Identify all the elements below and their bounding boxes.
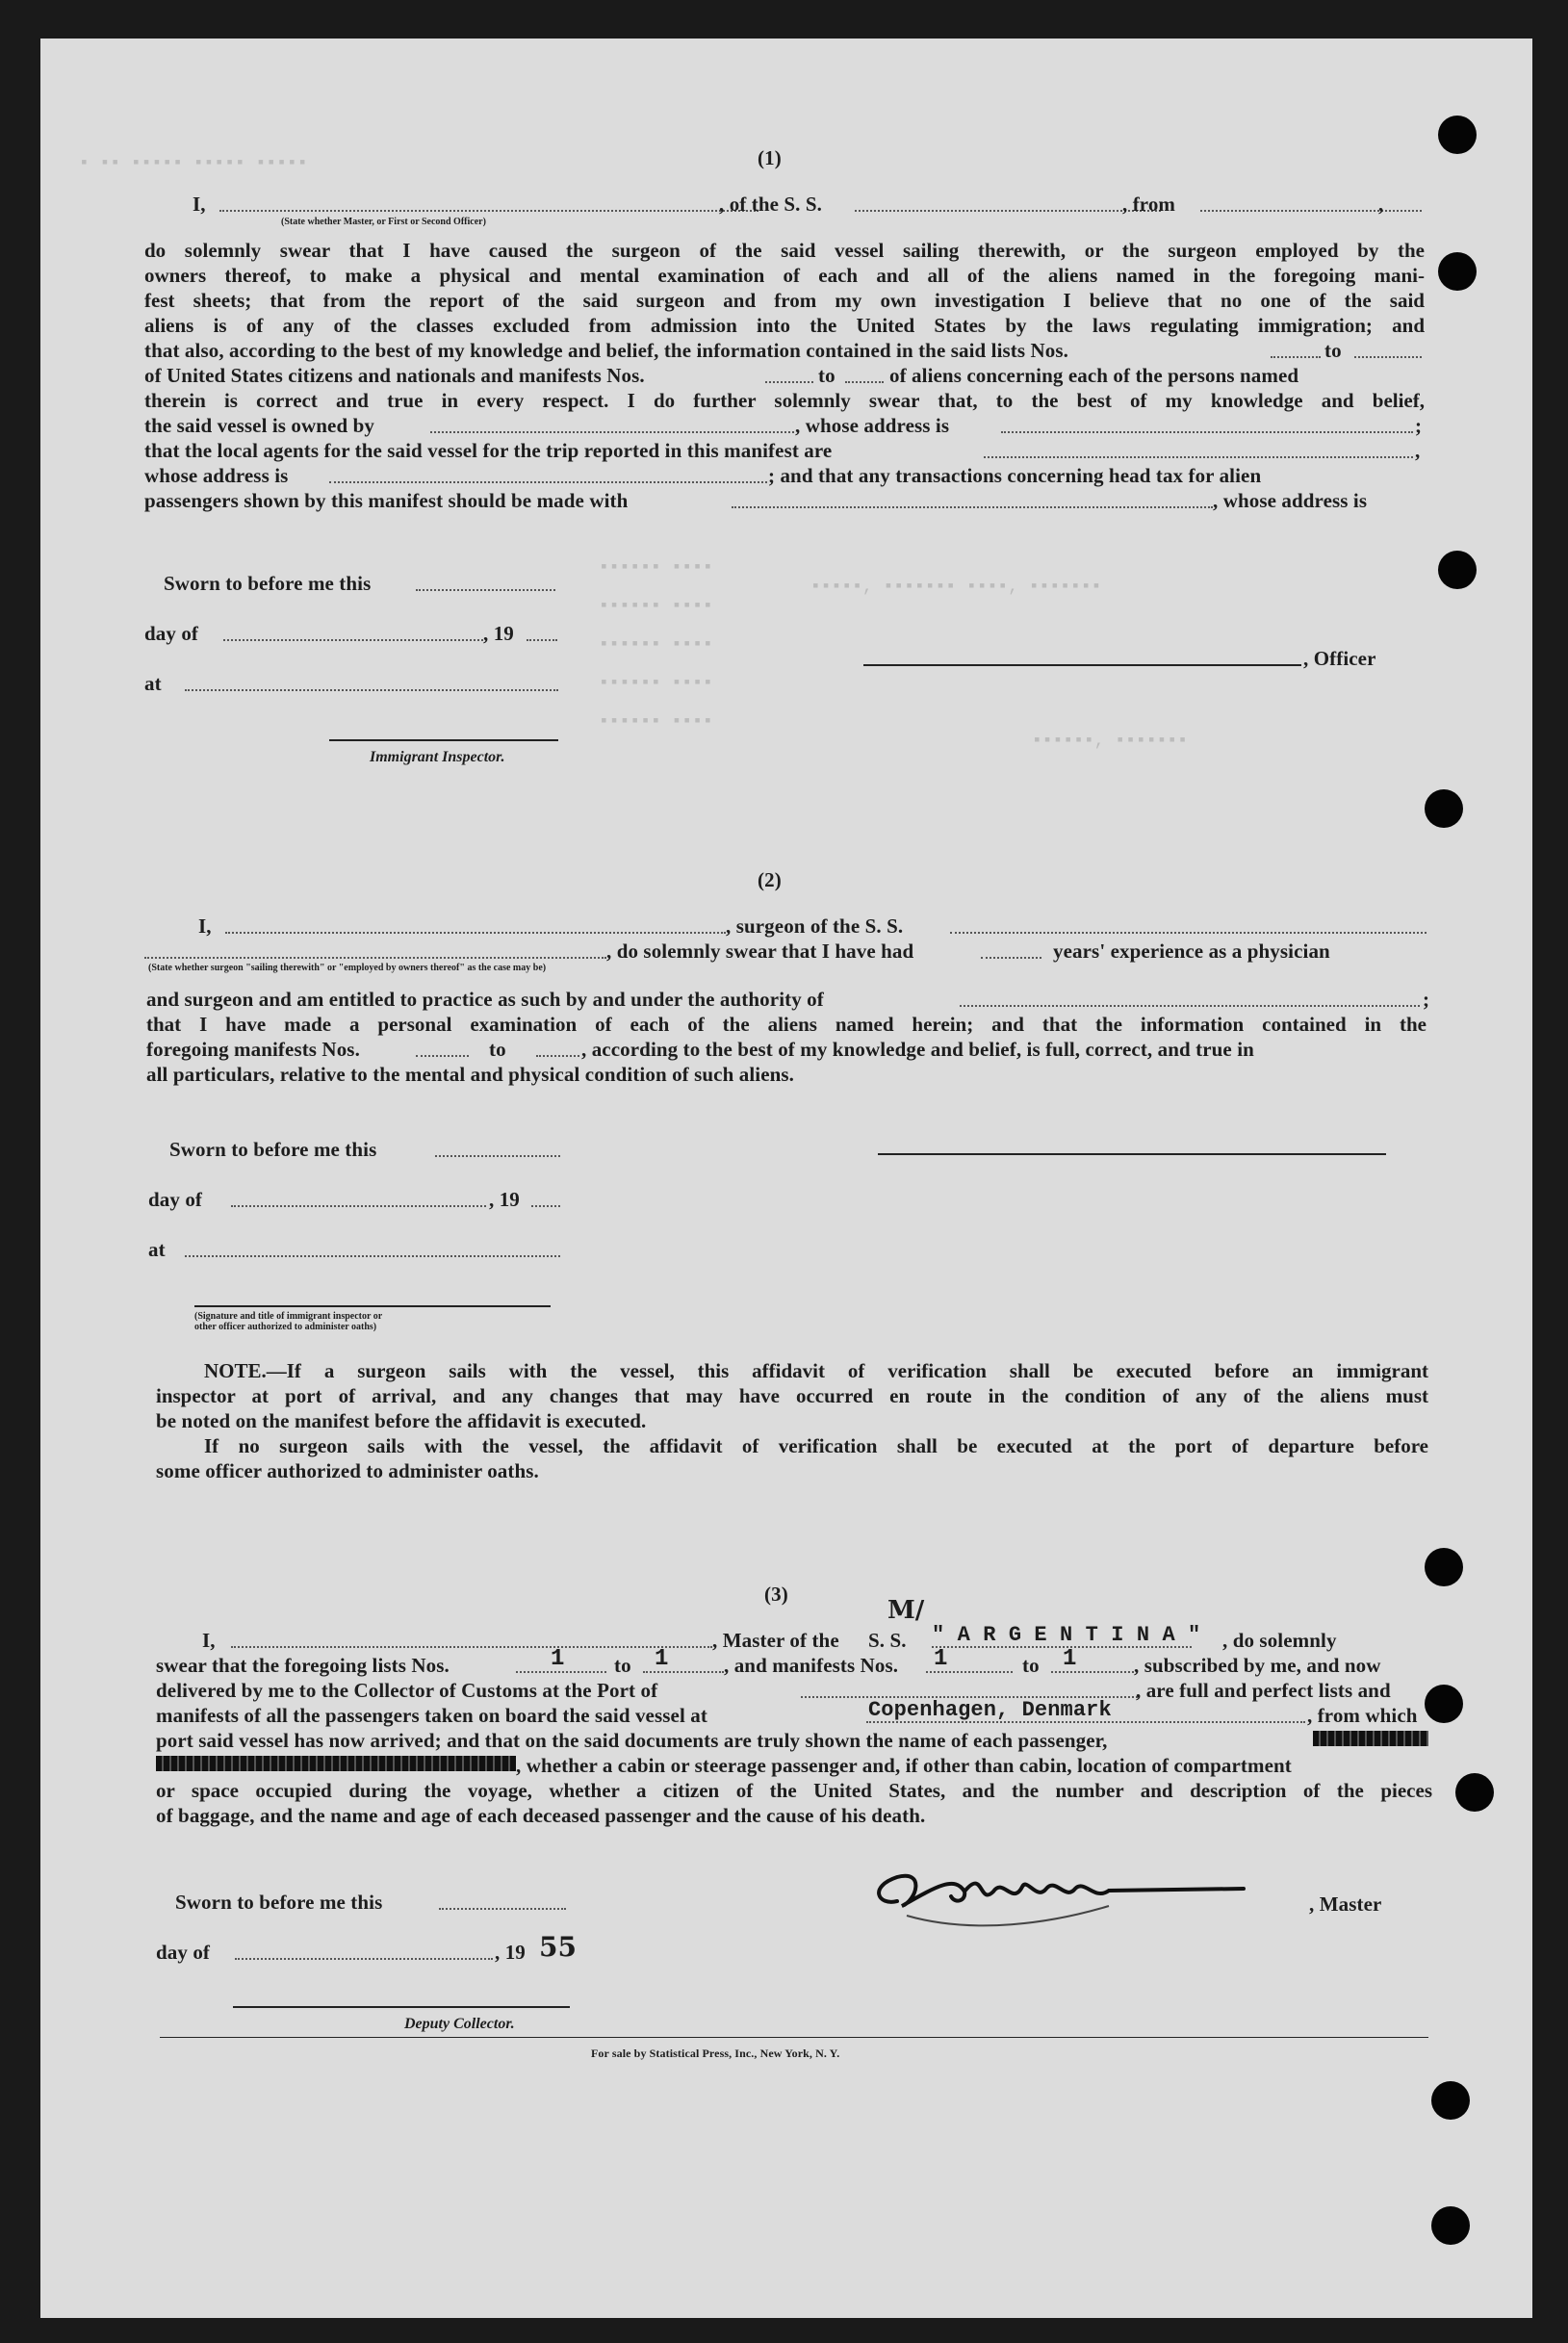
- s1-of-ss: , of the S. S.: [719, 193, 822, 216]
- s1-l8a: the said vessel is owned by: [144, 414, 374, 437]
- blank-field: [1271, 356, 1321, 358]
- man-from: 1: [934, 1646, 948, 1672]
- year-handwritten: 55: [539, 1931, 577, 1963]
- punch-hole: [1438, 116, 1477, 154]
- signature-line: [329, 739, 558, 741]
- blank-field: [231, 1205, 486, 1207]
- s3-l2a: swear that the foregoing lists Nos.: [156, 1654, 450, 1677]
- s1-l8c: ;: [1415, 414, 1423, 437]
- s1-l6c: of aliens concerning each of the persons named: [889, 364, 1299, 387]
- bleed-through-text: ▪▪▪▪▪▪ ▪▪▪▪: [599, 674, 713, 693]
- bleed-through-text: ▪ ▪▪ ▪▪▪▪▪ ▪▪▪▪▪ ▪▪▪▪▪: [79, 154, 308, 173]
- s3-sworn: Sworn to before me this: [175, 1891, 383, 1914]
- blank-field: [416, 1055, 469, 1057]
- manifest-affidavit-page: [40, 39, 1532, 2318]
- list-to: 1: [655, 1646, 669, 1672]
- ms-handwritten-mark: M/: [887, 1596, 925, 1625]
- blank-field: [235, 1958, 493, 1960]
- s3-l2b: to: [614, 1654, 631, 1677]
- s1-para-line: fest sheets; that from the report of the said surgeon and from my own investigation I believe that no one of the said: [144, 289, 1425, 312]
- blank-field: [231, 1646, 712, 1648]
- s3-l5a: port said vessel has now arrived; and that on the said documents are truly shown the name of each passenger,: [156, 1729, 1108, 1752]
- punch-hole: [1431, 2206, 1470, 2245]
- section-3-heading: (3): [764, 1583, 788, 1606]
- punch-hole: [1425, 1548, 1463, 1586]
- s1-l5a: that also, according to the best of my knowledge and belief, the information contained in the said lists Nos.: [144, 339, 1069, 362]
- blank-field: [416, 589, 555, 591]
- s2-l1b: , surgeon of the S. S.: [726, 914, 904, 938]
- s1-para-line: owners thereof, to make a physical and mental examination of each and all of the aliens named in the foregoing mani-: [144, 264, 1425, 287]
- s2-l4: that I have made a personal examination of each of the aliens named herein; and that the information contained in the: [146, 1013, 1427, 1036]
- departure-port: Copenhagen, Denmark: [868, 1698, 1112, 1722]
- blank-field: [223, 639, 483, 641]
- s1-from: , from: [1122, 193, 1176, 216]
- blank-field: [981, 957, 1041, 959]
- bleed-through-text: ▪▪▪▪▪▪, ▪▪▪▪▪▪▪: [1032, 732, 1189, 751]
- ship-name: " A R G E N T I N A ": [932, 1623, 1201, 1647]
- s2-19: , 19: [489, 1188, 520, 1211]
- s3-l7: or space occupied during the voyage, whether a citizen of the United States, and the number and description of the pieces: [156, 1779, 1432, 1802]
- blank-field: [185, 1255, 560, 1257]
- struck-out-text: [156, 1756, 516, 1771]
- s1-i: I,: [193, 193, 206, 216]
- s3-deputy-label: Deputy Collector.: [404, 2016, 515, 2032]
- blank-field: [1354, 356, 1422, 358]
- note-p2-line: some officer authorized to administer oaths.: [156, 1459, 539, 1482]
- s1-sworn: Sworn to before me this: [164, 572, 372, 595]
- signature-line: [878, 1153, 1386, 1155]
- s3-19: , 19: [495, 1941, 526, 1964]
- s2-sworn: Sworn to before me this: [169, 1138, 377, 1161]
- s2-sub-note: (State whether surgeon "sailing therewith" or "employed by owners thereof" as the case may be): [148, 963, 547, 973]
- s3-l3b: , are full and perfect lists and: [1136, 1679, 1391, 1702]
- blank-field: [960, 1005, 1420, 1007]
- s1-para-line: aliens is of any of the classes excluded from admission into the United States by the laws regulating immigration; and: [144, 314, 1425, 337]
- s3-l6b: , whether a cabin or steerage passenger and, if other than cabin, location of compartment: [516, 1754, 1292, 1777]
- s2-l1a: I,: [198, 914, 212, 938]
- blank-field: [1001, 431, 1413, 433]
- bleed-through-text: ▪▪▪▪▪▪ ▪▪▪▪: [599, 712, 713, 732]
- s2-l5b: to: [489, 1038, 506, 1061]
- s1-sub-note: (State whether Master, or First or Second Officer): [281, 217, 486, 227]
- s1-l9a: that the local agents for the said vessel for the trip reported in this manifest are: [144, 439, 833, 462]
- s3-l2c: , and manifests Nos.: [724, 1654, 899, 1677]
- bleed-through-text: ▪▪▪▪▪▪ ▪▪▪▪: [599, 558, 713, 578]
- s2-l5c: , according to the best of my knowledge and belief, is full, correct, and true in: [581, 1038, 1254, 1061]
- list-from: 1: [551, 1646, 565, 1672]
- s3-l3a: delivered by me to the Collector of Customs at the Port of: [156, 1679, 658, 1702]
- s2-sig-note: (Signature and title of immigrant inspector or other officer authorized to administer oaths): [194, 1311, 382, 1332]
- blank-field: [435, 1155, 560, 1157]
- s2-dayof: day of: [148, 1188, 203, 1211]
- footer-rule: [160, 2037, 1428, 2038]
- punch-hole: [1425, 789, 1463, 828]
- bleed-through-text: ▪▪▪▪▪▪ ▪▪▪▪: [599, 597, 713, 616]
- s3-l4b: , from which: [1307, 1704, 1418, 1727]
- s2-l2a: , do solemnly swear that I have had: [606, 940, 914, 963]
- punch-hole: [1425, 1685, 1463, 1723]
- blank-field: [531, 1205, 560, 1207]
- section-1-heading: (1): [758, 146, 782, 169]
- s3-l4a: manifests of all the passengers taken on board the said vessel at: [156, 1704, 707, 1727]
- s3-dayof: day of: [156, 1941, 211, 1964]
- blank-field: [950, 932, 1427, 934]
- s2-l2b: years' experience as a physician: [1053, 940, 1330, 963]
- blank-field: [439, 1908, 566, 1910]
- blank-field: [845, 381, 884, 383]
- blank-field: [536, 1055, 579, 1057]
- s1-l9b: ,: [1415, 439, 1421, 462]
- blank-field: [855, 210, 1161, 212]
- s3-l8: of baggage, and the name and age of each deceased passenger and the cause of his death.: [156, 1804, 926, 1827]
- bleed-through-text: ▪▪▪▪▪▪ ▪▪▪▪: [599, 635, 713, 655]
- blank-field: [527, 639, 557, 641]
- s1-l6b: to: [818, 364, 835, 387]
- note-p1-line: be noted on the manifest before the affidavit is executed.: [156, 1409, 647, 1432]
- s1-l10b: ; and that any transactions concerning head tax for alien: [768, 464, 1262, 487]
- blank-field: [144, 957, 606, 959]
- s3-l2d: to: [1022, 1654, 1040, 1677]
- blank-field: [225, 932, 726, 934]
- s3-l1a: I,: [202, 1629, 216, 1652]
- signature-line: [194, 1305, 551, 1307]
- blank-field: [932, 1646, 1192, 1648]
- s1-inspector-label: Immigrant Inspector.: [370, 749, 505, 765]
- footer-imprint: For sale by Statistical Press, Inc., New York, N. Y.: [591, 2047, 840, 2060]
- bleed-through-text: ▪▪▪▪▪, ▪▪▪▪▪▪▪ ▪▪▪▪, ▪▪▪▪▪▪▪: [810, 578, 1102, 597]
- s1-19: , 19: [483, 622, 514, 645]
- s2-l5a: foregoing manifests Nos.: [146, 1038, 360, 1061]
- s1-at: at: [144, 672, 162, 695]
- s1-l10a: whose address is: [144, 464, 289, 487]
- master-signature: [859, 1848, 1321, 1935]
- blank-field: [984, 456, 1413, 458]
- s2-l3a: and surgeon and am entitled to practice as such by and under the authority of: [146, 988, 824, 1011]
- punch-hole: [1455, 1773, 1494, 1812]
- note-p1-line: inspector at port of arrival, and any changes that may have occurred en route in the condition of any of the aliens must: [156, 1384, 1428, 1407]
- s3-l2e: , subscribed by me, and now: [1134, 1654, 1381, 1677]
- s1-officer: , Officer: [1303, 647, 1376, 670]
- s1-l11b: , whose address is: [1213, 489, 1368, 512]
- s1-para-line: do solemnly swear that I have caused the surgeon of the said vessel sailing therewith, or the surgeon employed by the: [144, 239, 1425, 262]
- s3-l1c: , do solemnly: [1222, 1629, 1337, 1652]
- punch-hole: [1438, 252, 1477, 291]
- s2-at: at: [148, 1238, 166, 1261]
- blank-field: [765, 381, 813, 383]
- note-p2-line: If no surgeon sails with the vessel, the affidavit of verification shall be executed at the port of departure before: [204, 1434, 1428, 1457]
- s2-l3b: ;: [1423, 988, 1430, 1011]
- section-2-heading: (2): [758, 868, 782, 891]
- blank-field: [732, 506, 1213, 508]
- s2-l6: all particulars, relative to the mental and physical condition of such aliens.: [146, 1063, 795, 1086]
- signature-line: [863, 664, 1301, 666]
- struck-out-text: [1313, 1731, 1428, 1746]
- man-to: 1: [1063, 1646, 1077, 1672]
- s1-l7: therein is correct and true in every respect. I do further solemnly swear that, to the best of my knowledge and belief,: [144, 389, 1425, 412]
- s1-l6a: of United States citizens and nationals and manifests Nos.: [144, 364, 645, 387]
- signature-line: [233, 2006, 570, 2008]
- s1-comma: ,: [1378, 193, 1384, 216]
- blank-field: [329, 481, 767, 483]
- blank-field: [1200, 210, 1422, 212]
- punch-hole: [1438, 551, 1477, 589]
- s1-l8b: , whose address is: [795, 414, 950, 437]
- blank-field: [185, 689, 558, 691]
- punch-hole: [1431, 2081, 1470, 2120]
- s1-l11a: passengers shown by this manifest should be made with: [144, 489, 629, 512]
- s1-l5b: to: [1324, 339, 1342, 362]
- blank-field: [430, 431, 794, 433]
- s3-l1b: , Master of the: [712, 1629, 839, 1652]
- s3-ss-prefix: S. S.: [868, 1629, 907, 1652]
- s3-master: , Master: [1309, 1892, 1382, 1916]
- blank-field: [219, 210, 758, 212]
- note-p1-line: NOTE.—If a surgeon sails with the vessel, this affidavit of verification shall be executed before an immigrant: [204, 1359, 1428, 1382]
- s1-dayof: day of: [144, 622, 199, 645]
